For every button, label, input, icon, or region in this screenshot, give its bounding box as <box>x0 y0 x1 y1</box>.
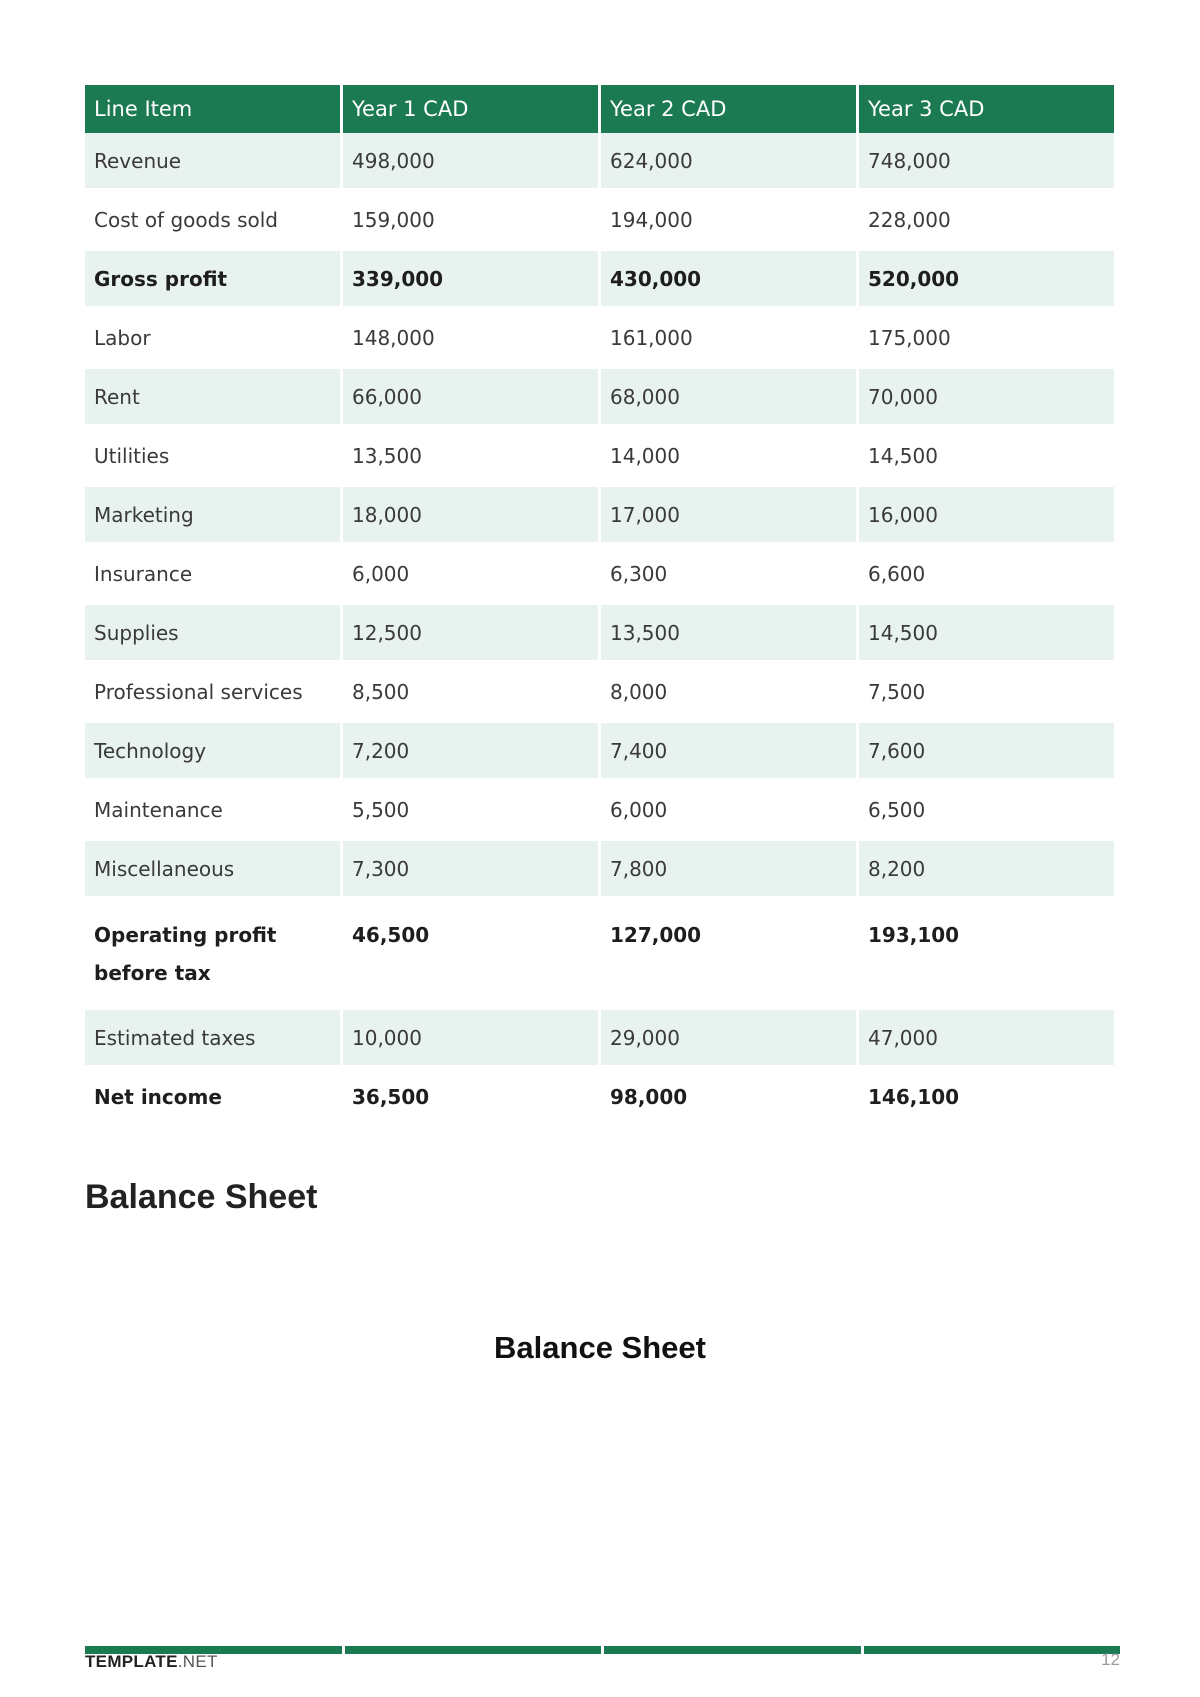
year-3-value: 7,600 <box>859 723 1114 782</box>
row-label: Maintenance <box>85 782 340 841</box>
year-2-value: 13,500 <box>601 605 856 664</box>
table-row <box>85 487 1114 546</box>
year-2-value: 8,000 <box>601 664 856 723</box>
row-label: Cost of goods sold <box>85 192 340 251</box>
year-3-value: 146,100 <box>859 1069 1114 1128</box>
year-2-value: 7,400 <box>601 723 856 782</box>
year-3-value: 228,000 <box>859 192 1114 251</box>
header-year-3: Year 3 CAD <box>859 85 1114 133</box>
table-row <box>85 251 1114 310</box>
year-1-value: 12,500 <box>343 605 598 664</box>
year-2-value: 98,000 <box>601 1069 856 1128</box>
header-year-1: Year 1 CAD <box>343 85 598 133</box>
table-header-row <box>85 85 1114 133</box>
table-row <box>85 1069 1114 1128</box>
footer-divider-segment <box>604 1646 861 1654</box>
year-2-value: 6,000 <box>601 782 856 841</box>
row-label: Insurance <box>85 546 340 605</box>
table-row <box>85 1010 1114 1069</box>
year-1-value: 339,000 <box>343 251 598 310</box>
year-1-value: 498,000 <box>343 133 598 192</box>
year-1-value: 10,000 <box>343 1010 598 1069</box>
year-1-value: 66,000 <box>343 369 598 428</box>
year-3-value: 7,500 <box>859 664 1114 723</box>
year-1-value: 46,500 <box>343 900 598 1010</box>
year-1-value: 13,500 <box>343 428 598 487</box>
row-label: Labor <box>85 310 340 369</box>
header-year-2: Year 2 CAD <box>601 85 856 133</box>
year-2-value: 6,300 <box>601 546 856 605</box>
year-1-value: 8,500 <box>343 664 598 723</box>
footer-logo-tld: .NET <box>177 1652 218 1671</box>
table-row <box>85 605 1114 664</box>
year-3-value: 520,000 <box>859 251 1114 310</box>
year-3-value: 6,600 <box>859 546 1114 605</box>
footer-logo <box>85 1652 218 1672</box>
table-row <box>85 133 1114 192</box>
year-1-value: 7,200 <box>343 723 598 782</box>
year-2-value: 7,800 <box>601 841 856 900</box>
section-heading: Balance Sheet <box>85 1178 318 1216</box>
year-3-value: 175,000 <box>859 310 1114 369</box>
year-2-value: 14,000 <box>601 428 856 487</box>
table-row <box>85 310 1114 369</box>
year-2-value: 624,000 <box>601 133 856 192</box>
row-label: Rent <box>85 369 340 428</box>
table-row <box>85 428 1114 487</box>
row-label: Marketing <box>85 487 340 546</box>
table-row <box>85 664 1114 723</box>
table-row <box>85 369 1114 428</box>
row-label: Revenue <box>85 133 340 192</box>
year-1-value: 148,000 <box>343 310 598 369</box>
year-3-value: 193,100 <box>859 900 1114 1010</box>
row-label: Estimated taxes <box>85 1010 340 1069</box>
year-2-value: 430,000 <box>601 251 856 310</box>
row-label: Gross profit <box>85 251 340 310</box>
footer-divider-segment <box>345 1646 602 1654</box>
table-row <box>85 723 1114 782</box>
chart-title: Balance Sheet <box>494 1330 706 1365</box>
row-label: Net income <box>85 1069 340 1128</box>
year-1-value: 36,500 <box>343 1069 598 1128</box>
year-1-value: 5,500 <box>343 782 598 841</box>
year-3-value: 47,000 <box>859 1010 1114 1069</box>
row-label: Technology <box>85 723 340 782</box>
table-row <box>85 192 1114 251</box>
page-number: 12 <box>1101 1650 1120 1669</box>
header-line-item: Line Item <box>85 85 340 133</box>
year-2-value: 17,000 <box>601 487 856 546</box>
footer-divider <box>85 1646 1120 1654</box>
row-label: Professional services <box>85 664 340 723</box>
row-label: Utilities <box>85 428 340 487</box>
table-row <box>85 841 1114 900</box>
year-2-value: 127,000 <box>601 900 856 1010</box>
footer-logo-brand: TEMPLATE <box>85 1652 178 1671</box>
year-2-value: 68,000 <box>601 369 856 428</box>
row-label: Miscellaneous <box>85 841 340 900</box>
income-statement-table <box>82 85 1117 1128</box>
year-3-value: 14,500 <box>859 605 1114 664</box>
row-label: Supplies <box>85 605 340 664</box>
year-3-value: 748,000 <box>859 133 1114 192</box>
year-1-value: 18,000 <box>343 487 598 546</box>
year-1-value: 7,300 <box>343 841 598 900</box>
year-3-value: 8,200 <box>859 841 1114 900</box>
year-3-value: 14,500 <box>859 428 1114 487</box>
row-label: Operating profit before tax <box>85 900 340 1010</box>
year-3-value: 6,500 <box>859 782 1114 841</box>
year-1-value: 6,000 <box>343 546 598 605</box>
year-3-value: 16,000 <box>859 487 1114 546</box>
footer-divider-segment <box>864 1646 1121 1654</box>
year-1-value: 159,000 <box>343 192 598 251</box>
year-2-value: 161,000 <box>601 310 856 369</box>
table-row <box>85 900 1114 1010</box>
year-3-value: 70,000 <box>859 369 1114 428</box>
year-2-value: 29,000 <box>601 1010 856 1069</box>
table-row <box>85 546 1114 605</box>
year-2-value: 194,000 <box>601 192 856 251</box>
table-row <box>85 782 1114 841</box>
